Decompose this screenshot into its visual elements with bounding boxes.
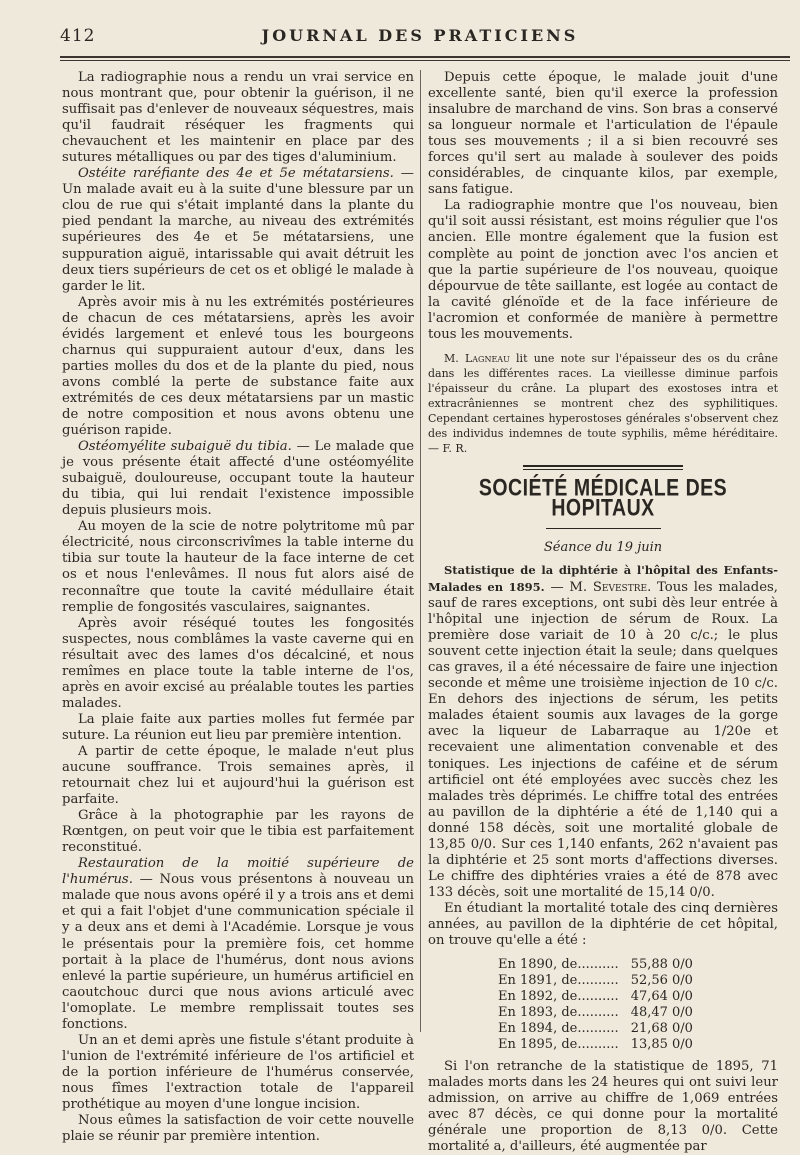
paragraph: Après avoir réséqué toutes les fongosités suspectes, nous comblâmes la vaste caverne qui en résultait avec des lames d'os décalciné, et nous remîmes en place toute la table interne de l'os, après en avoir excisé au préalable toutes les parties malades. [62,615,414,711]
table-value: 21,68 0/0 [630,1021,693,1037]
paragraph: Grâce à la photographie par les rayons de Rœntgen, on peut voir que le tibia est parfaitement reconstitué. [62,808,414,856]
stat-author: — M. Sevestre. [544,579,652,595]
session-date: Séance du 19 juin [543,539,663,555]
page-header [60,26,780,48]
table-row [498,1021,693,1037]
table-year: En 1891, de.......... [498,973,619,989]
paragraph: Depuis cette époque, le malade jouit d'une excellente santé, bien qu'il exerce la profession insalubre de marchand de vins. Son bras a conservé sa longueur normale et l'articulation de l'épaule tous ses mouvements ; il a si bien recouvré ses forces qu'il sert au malade à soulever des poids considérables, de cinquante kilos, par exemple, sans fatigue. [428,70,778,198]
note-author: M. Lagneau [444,351,510,365]
table-value: 47,64 0/0 [630,989,693,1005]
note-text: lit une note sur l'épaisseur des os du crâne dans les différentes races. La vieillesse diminue parfois l'épaisseur du crâne. La plupart des exostoses intra et extracrâniennes se montrent chez des syphilitiques. Cependant certaines hyperostoses générales s'observent chez des individus indemnes de toute syphilis, même héréditaire. — F. R. [428,351,778,455]
table-year: En 1890, de.......... [498,957,619,973]
paragraph-text: — Un malade avait eu à la suite d'une blessure par un clou de rue qui s'était implanté dans la plante du pied pendant la marche, au niveau des extrémités supérieures des 4e et 5e métatarsiens, une suppuration aiguë, intarissable qui avait détruit les deux tiers supérieurs de cet os et obligé le malade à garder le lit. [62,166,414,294]
stat-title: Statistique de la diphtérie à l'hôpital des Enfants-Malades en 1895. [428,562,778,594]
section-heading: Ostéomyélite subaiguë du tibia. [78,439,292,455]
table-value: 52,56 0/0 [630,973,693,989]
paragraph: La plaie faite aux parties molles fut fermée par suture. La réunion eut lieu par première intention. [62,711,414,743]
section-separator [523,465,683,470]
table-year: En 1895, de.......... [498,1037,619,1053]
header-rule-thin [60,60,790,61]
table-row [498,989,693,1005]
table-row [498,973,693,989]
table-row [498,1005,693,1021]
paragraph-text: — Nous vous présentons à nouveau un malade que nous avons opéré il y a trois ans et demi et qui a fait l'objet d'une communication spéciale il y a deux ans et demi à l'Académie. Lorsque je vous le présentais pour la première fois, cet homme portait à la place de l'humérus, dont nous avions enlevé la partie supérieure, un humérus artificiel en caoutchouc durci que nous avions articulé avec l'omoplate. Le membre remplissait toutes ses fonctions. [62,872,414,1032]
table-year: En 1894, de.......... [498,1021,619,1037]
table-year: En 1892, de.......... [498,989,619,1005]
mortality-table [498,957,693,1053]
table-row [498,1037,693,1053]
paragraph [428,562,778,901]
paragraph: Après avoir mis à nu les extrémités postérieures de chacun de ces métatarsiens, après les avoir évidés largement et enlevé tous les bourgeons charnus qui suppuraient autour d'eux, dans les parties molles du dos et de la plante du pied, nous avons comblé la perte de substance faite aux extrémités de ces deux métatarsiens par un mastic de notre composition et nous avons obtenu une guérison rapide. [62,294,414,439]
paragraph: A partir de cette époque, le malade n'eut plus aucune souffrance. Trois semaines après, il retournait chez lui et aujourd'hui la guérison est parfaite. [62,743,414,808]
paragraph: En étudiant la mortalité totale des cinq dernières années, au pavillon de la diphtérie de cet hôpital, on trouve qu'elle a été : [428,900,778,949]
table-row [498,957,693,973]
paragraph [62,439,414,519]
section-heading: Ostéite raréfiante des 4e et 5e métatarsiens. [78,166,394,182]
paragraph: Au moyen de la scie de notre polytritome mû par électricité, nous circonscrivîmes la table interne du tibia sur toute la hauteur de la face interne de cet os et nous l'enlevâmes. Il nous fut alors aisé de reconnaître que toute la cavité médullaire était remplie de fongosités vasculaires, saignantes. [62,519,414,615]
paragraph: Nous eûmes la satisfaction de voir cette nouvelle plaie se réunir par première intention. [62,1113,414,1145]
paragraph [62,856,414,1033]
paragraph [62,166,414,294]
table-year: En 1893, de.......... [498,1005,619,1021]
paragraph: La radiographie montre que l'os nouveau, bien qu'il soit aussi résistant, est moins régulier que l'os ancien. Elle montre également que la fusion est complète au point de jonction avec l'os ancien et que la partie supérieure de l'os nouveau, quoique dépourvue de tête saillante, est logée au contact de la cavité glénoïde et de la face inférieure de l'acromion et conformée de manière à permettre tous les mouvements. [428,198,778,342]
society-heading: SOCIÉTÉ MÉDICALE DES HOPITAUX [478,474,728,522]
heading-rule [546,528,661,529]
paragraph: La radiographie nous a rendu un vrai service en nous montrant que, pour obtenir la guérison, il ne suffisait pas d'enlever de nouveaux séquestres, mais qu'il faudrait réséquer les fragments qui chevauchent et les maintenir en place par des sutures métalliques ou par des tiges d'aluminium. [62,70,414,166]
column-divider [420,70,421,1032]
paragraph: Si l'on retranche de la statistique de 1895, 71 malades morts dans les 24 heures qui ont suivi leur admission, on arrive au chiffre de 1,069 entrées avec 87 décès, ce qui donne pour la mortalité générale une proportion de 8,13 0/0. Cette mortalité a, d'ailleurs, été augmentée par [428,1059,778,1155]
paragraph-text: — Le malade que je vous présente était affecté d'une ostéomyélite subaiguë, douloureuse, occupant toute la hauteur du tibia, qui lui rendait l'existence impossible depuis plusieurs mois. [62,439,414,519]
table-value: 48,47 0/0 [630,1005,693,1021]
right-column [428,70,778,1155]
note-paragraph [428,351,778,456]
header-rule [60,56,790,58]
stat-text: Tous les malades, sauf de rares exceptions, ont subi dès leur entrée à l'hôpital une injection de sérum de Roux. La première dose variait de 10 à 20 c/c.; le plus souvent cette injection était la seule; dans quelques cas graves, il a été nécessaire de faire une injection seconde et même une troisième injection de 10 c/c. En dehors des injections de sérum, les petits malades étaient soumis aux lavages de la gorge avec la liqueur de Labarraque au 1/20e et recevaient une alimentation convenable et des toniques. Les injections de caféine et de sérum artificiel ont été employées avec succès chez les malades très déprimés. Le chiffre total des entrées au pavillon de la diphtérie a été de 1,140 qui a donné 158 décès, soit une mortalité globale de 13,85 0/0. Sur ces 1,140 enfants, 262 n'avaient pas la diphtérie et 25 sont morts d'affections diverses. Le chiffre des diphtéries vraies a été de 878 avec 133 décès, soit une mortalité de 15,14 0/0. [428,579,778,900]
paragraph: Un an et demi après une fistule s'étant produite à l'union de l'extrémité inférieure de l'os artificiel et de la portion inférieure de l'humérus conservée, nous fîmes l'extraction totale de l'appareil prothétique au moyen d'une longue incision. [62,1032,414,1112]
section-heading: Restauration de la moitié supérieure de l'humérus. [62,856,414,888]
page-number: 412 [60,26,96,46]
journal-title: JOURNAL DES PRATICIENS [261,26,579,45]
table-value: 13,85 0/0 [630,1037,693,1053]
table-value: 55,88 0/0 [630,957,693,973]
left-column [62,70,414,1145]
